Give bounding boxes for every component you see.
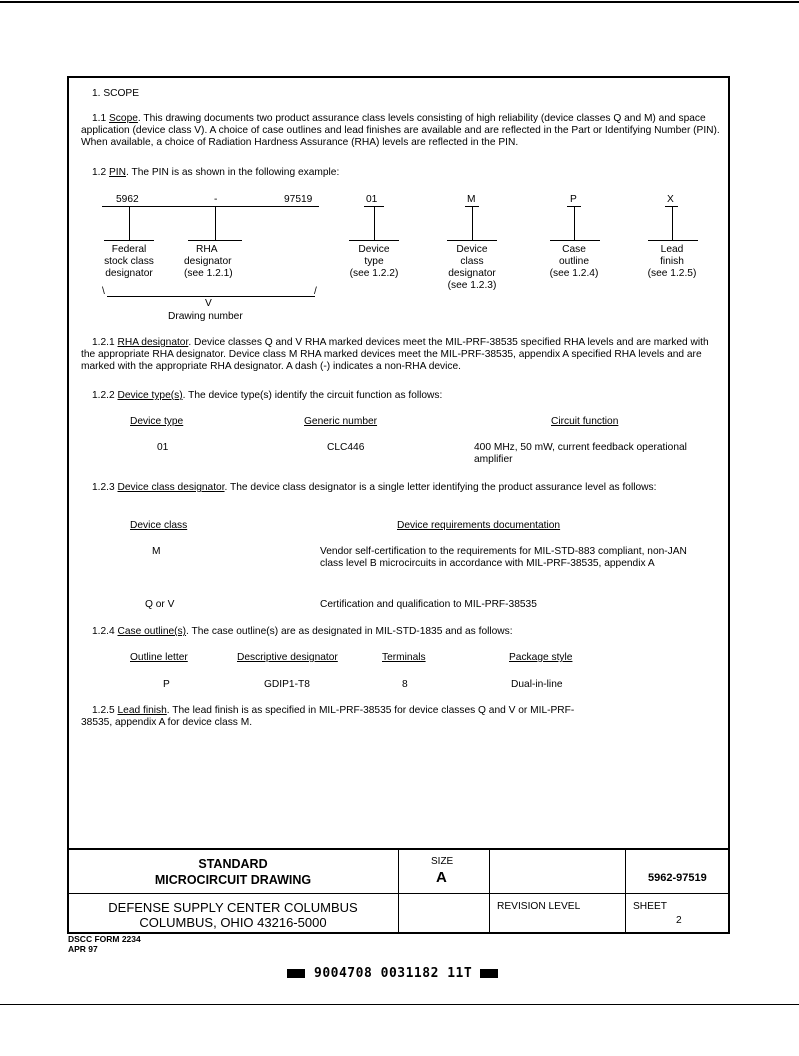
pin-line-type bbox=[374, 206, 375, 240]
para-1-2-title: PIN bbox=[109, 167, 126, 178]
para-1-2-5 bbox=[81, 705, 601, 729]
form-id-line1: DSCC FORM 2234 bbox=[68, 934, 141, 944]
pin-label-class-4: (see 1.2.3) bbox=[447, 280, 497, 291]
pin-label-federal-2: stock class bbox=[104, 256, 154, 267]
pin-part-97519: 97519 bbox=[284, 194, 313, 205]
circuit-function-value: 400 MHz, 50 mW, current feedback operational amplifier bbox=[474, 442, 687, 465]
device-class-m-doc: Vendor self-certification to the requirements for MIL-STD-883 compliant, non-JAN class level B microcircuits in accordance with MIL-PRF-38535, appendix A bbox=[320, 546, 687, 569]
pin-line-federal bbox=[129, 206, 130, 240]
para-1-2-5-body: . The lead finish is as specified in MIL-PRF-38535 for device classes Q and V or MIL-PRF-38535, appendix A for device class M. bbox=[81, 705, 575, 728]
outline-letter-value: P bbox=[163, 679, 170, 690]
bracket-line bbox=[107, 296, 315, 297]
pin-line-case bbox=[574, 206, 575, 240]
bottom-rule bbox=[0, 1004, 799, 1005]
generic-number-value: CLC446 bbox=[327, 442, 365, 453]
pin-label-case-3: (see 1.2.4) bbox=[549, 268, 599, 279]
agency-line2: COLUMBUS, OHIO 43216-5000 bbox=[139, 915, 327, 930]
pin-label-lead-3: (see 1.2.5) bbox=[647, 268, 697, 279]
pin-line-class bbox=[472, 206, 473, 240]
para-1-2-3-body: . The device class designator is a single letter identifying the product assurance level as follows: bbox=[224, 482, 657, 493]
titleblock-div-3 bbox=[625, 848, 626, 934]
pin-part-lead: X bbox=[667, 194, 674, 205]
pin-label-federal-3: designator bbox=[105, 268, 153, 279]
para-1-2-2 bbox=[92, 390, 442, 402]
pin-label-federal-1: Federal bbox=[111, 244, 147, 255]
para-1-2-2-num: 1.2.2 bbox=[92, 390, 115, 401]
outline-letter-col-header: Outline letter bbox=[130, 652, 188, 663]
pin-line-federal-h bbox=[104, 240, 154, 241]
pin-label-type-2: type bbox=[364, 256, 384, 267]
device-class-qv: Q or V bbox=[145, 599, 175, 610]
para-1-2-1-title: RHA designator bbox=[117, 337, 189, 348]
drawing-number-label: Drawing number bbox=[168, 311, 243, 322]
para-1-2-num: 1.2 bbox=[92, 167, 107, 178]
descriptive-designator-col-header: Descriptive designator bbox=[237, 652, 338, 663]
para-1-2-body: . The PIN is as shown in the following example: bbox=[126, 167, 340, 178]
pin-label-rha bbox=[184, 244, 233, 280]
generic-number-col-header: Generic number bbox=[304, 416, 378, 427]
para-1-2-1-body: . Device classes Q and V RHA marked devices meet the MIL-PRF-38535 specified RHA levels and are marked with the appropriate RHA designator. Device class M RHA marked devices meet the MIL-PRF-38535, appendix A specified RHA levels and are marked with the appropriate RHA designator. A dash (-) indicates a non-RHA device. bbox=[81, 337, 709, 372]
para-1-2-2-body: . The device type(s) identify the circuit function as follows: bbox=[182, 390, 443, 401]
terminals-value: 8 bbox=[402, 679, 408, 690]
pin-part-5962: 5962 bbox=[116, 194, 139, 205]
bracket-left-mark: \ bbox=[102, 286, 105, 297]
bracket-v-mark: V bbox=[205, 298, 212, 309]
pin-label-class bbox=[432, 244, 512, 292]
para-1-2-4-num: 1.2.4 bbox=[92, 626, 115, 637]
pin-line-type-h bbox=[349, 240, 399, 241]
pin-label-lead bbox=[632, 244, 712, 280]
para-1-2-3 bbox=[81, 482, 721, 494]
bracket-right-mark: / bbox=[314, 286, 317, 297]
pin-dash: - bbox=[214, 194, 218, 205]
standard-title-line2: MICROCIRCUIT DRAWING bbox=[154, 873, 312, 887]
pin-label-type-3: (see 1.2.2) bbox=[349, 268, 399, 279]
para-1-1-num: 1.1 bbox=[92, 113, 107, 124]
agency-block bbox=[68, 900, 398, 930]
pin-part-type: 01 bbox=[366, 194, 378, 205]
pin-line-lead bbox=[672, 206, 673, 240]
standard-title bbox=[68, 856, 398, 888]
descriptive-designator-value: GDIP1-T8 bbox=[264, 679, 310, 690]
para-1-1 bbox=[81, 113, 721, 149]
pin-line-rha-h bbox=[188, 240, 242, 241]
para-1-2-4 bbox=[92, 626, 513, 638]
para-1-2-1 bbox=[81, 337, 723, 373]
pin-label-case-2: outline bbox=[558, 256, 590, 267]
para-1-2-2-title: Device type(s) bbox=[117, 390, 183, 401]
device-type-col-header: Device type bbox=[130, 416, 184, 427]
pin-underline-main bbox=[102, 206, 319, 207]
pin-part-class: M bbox=[467, 194, 476, 205]
device-requirements-col-header: Device requirements documentation bbox=[397, 520, 561, 531]
pin-line-lead-h bbox=[648, 240, 698, 241]
drawing-number: 5962-97519 bbox=[648, 872, 707, 884]
code-text: 9004708 0031182 11T bbox=[314, 965, 473, 981]
package-style-value: Dual-in-line bbox=[511, 679, 563, 690]
titleblock-div-2 bbox=[489, 848, 490, 934]
terminals-col-header: Terminals bbox=[382, 652, 426, 663]
pin-label-class-3: designator bbox=[448, 268, 496, 279]
scope-heading: 1. SCOPE bbox=[92, 88, 139, 99]
pin-label-type bbox=[334, 244, 414, 280]
pin-part-case: P bbox=[570, 194, 577, 205]
pin-label-lead-1: Lead bbox=[660, 244, 684, 255]
page-frame bbox=[67, 76, 730, 934]
top-rule bbox=[0, 1, 799, 3]
para-1-2-1-num: 1.2.1 bbox=[92, 337, 115, 348]
pin-label-rha-1: RHA bbox=[196, 244, 218, 255]
sheet-value: 2 bbox=[676, 915, 682, 926]
device-class-m: M bbox=[152, 546, 161, 557]
pin-label-lead-2: finish bbox=[660, 256, 684, 267]
device-class-qv-doc: Certification and qualification to MIL-PRF-38535 bbox=[320, 599, 537, 610]
pin-label-rha-2: designator bbox=[184, 256, 232, 267]
agency-line1: DEFENSE SUPPLY CENTER COLUMBUS bbox=[108, 900, 358, 915]
pin-label-class-1: Device bbox=[456, 244, 488, 255]
form-id bbox=[68, 934, 141, 954]
pin-label-case bbox=[534, 244, 614, 280]
device-class-col-header: Device class bbox=[130, 520, 188, 531]
standard-title-line1: STANDARD bbox=[198, 857, 268, 871]
para-1-2 bbox=[92, 167, 339, 179]
pin-label-federal bbox=[94, 244, 164, 280]
para-1-2-4-body: . The case outline(s) are as designated in MIL-STD-1835 and as follows: bbox=[186, 626, 513, 637]
titleblock-div-1 bbox=[398, 848, 399, 934]
revision-level-label: REVISION LEVEL bbox=[497, 901, 581, 912]
circuit-function-col-header: Circuit function bbox=[551, 416, 619, 427]
package-style-col-header: Package style bbox=[509, 652, 573, 663]
code-block-left bbox=[287, 969, 305, 978]
para-1-2-5-title: Lead finish bbox=[117, 705, 167, 716]
sheet-label: SHEET bbox=[633, 901, 667, 912]
code-line bbox=[287, 965, 498, 981]
device-type-value: 01 bbox=[157, 442, 169, 453]
para-1-2-4-title: Case outline(s) bbox=[117, 626, 187, 637]
pin-line-class-h bbox=[447, 240, 497, 241]
pin-line-case-h bbox=[550, 240, 600, 241]
pin-label-type-1: Device bbox=[358, 244, 390, 255]
para-1-1-body: . This drawing documents two product assurance class levels consisting of high reliability (device classes Q and M) and space application (device class V). A choice of case outlines and lead finishes are available and are reflected in the Part or Identifying Number (PIN). When available, a choice of Radiation Hardness Assurance (RHA) levels are reflected in the PIN. bbox=[81, 113, 720, 148]
pin-line-rha bbox=[215, 206, 216, 240]
size-value: A bbox=[436, 869, 447, 886]
para-1-2-5-num: 1.2.5 bbox=[92, 705, 115, 716]
form-id-line2: APR 97 bbox=[68, 944, 98, 954]
code-block-right bbox=[480, 969, 498, 978]
para-1-2-3-title: Device class designator bbox=[117, 482, 225, 493]
pin-label-case-1: Case bbox=[562, 244, 586, 255]
size-label: SIZE bbox=[431, 856, 454, 867]
pin-label-class-2: class bbox=[460, 256, 484, 267]
para-1-2-3-num: 1.2.3 bbox=[92, 482, 115, 493]
para-1-1-title: Scope bbox=[109, 113, 138, 124]
pin-label-rha-3: (see 1.2.1) bbox=[184, 268, 233, 279]
